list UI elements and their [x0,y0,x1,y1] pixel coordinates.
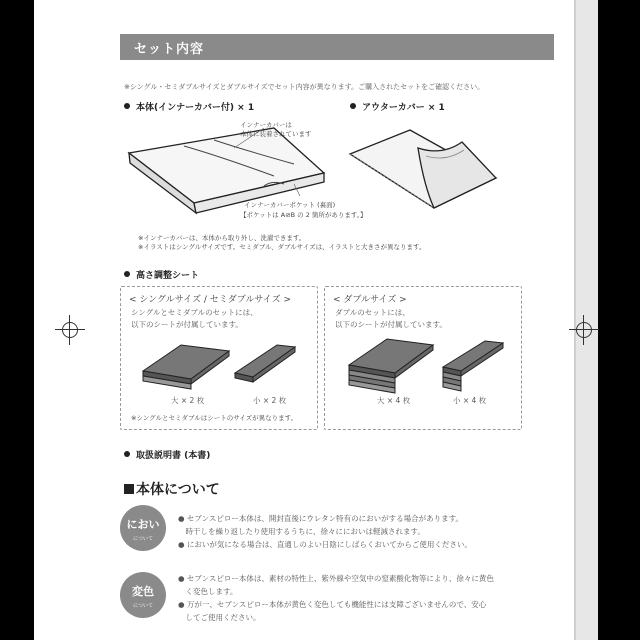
double-box-line2: 以下のシートが付属しています。 [335,320,447,329]
item-manual-label: 取扱説明書 (本書) [136,451,211,461]
double-box-title: < ダブルサイズ > [333,295,407,305]
double-box-line1: ダブルのセットには、 [335,308,410,317]
body-note-2: ※イラストはシングルサイズです。セミダブル、ダブルサイズは、イラストと大きさが異なります。 [138,243,426,251]
callout-pocket-2: 【ポケットは A⊘B の 2 箇所があります。】 [240,211,367,219]
body-note-1: ※インナーカバーは、本体から取り外し、洗濯できます。 [138,234,306,242]
discolor-line: く変色します。 [178,587,238,596]
page-edge-rail [574,0,598,640]
bullet-icon [124,103,130,109]
page-edge-line [574,0,576,640]
single-box-footnote: ※シングルとセミダブルはシートのサイズが異なります。 [131,414,298,422]
odor-badge-sub: について [133,536,153,542]
about-heading [124,479,220,499]
odor-badge [120,505,166,551]
single-large-label: 大 × 2 枚 [171,396,205,405]
odor-text [178,512,472,551]
discolor-line: してご使用ください。 [178,613,261,622]
discolor-line: ● セブンスピロー本体は、素材の特性上、紫外線や空気中の窒素酸化物等により、徐々に黄色 [178,574,494,583]
crop-mark-right-icon [576,322,592,338]
item-main-body [124,100,254,113]
double-size-box [324,286,522,430]
odor-badge-label: におい [126,518,160,531]
double-small-label: 小 × 4 枚 [453,396,487,405]
single-large-sheets [141,341,231,391]
discolor-badge-sub: について [133,603,153,609]
item-main-body-label: 本体(インナーカバー付) × 1 [136,103,255,113]
set-contents-note: ※シングル・セミダブルサイズとダブルサイズでセット内容が異なります。ご購入されたセットをご確認ください。 [124,83,485,91]
discolor-text [178,572,494,624]
outer-cover-illustration [346,126,506,218]
single-box-title: < シングルサイズ / セミダブルサイズ > [129,295,292,305]
odor-line: ● においが気になる場合は、直通しのよい日陰にしばらくおいてからご使用ください。 [178,540,472,549]
odor-line: ● セブンスピロー本体は、開封直後にウレタン特有のにおいがする場合があります。 [178,514,464,523]
item-height-sheet [124,268,199,281]
double-large-sheets [347,335,437,395]
discolor-line: ● 万が一、セブンスピロー本体が黄色く変色しても機能性には支障ございませんので、安心 [178,600,487,609]
bullet-icon [124,271,130,277]
callout-inner-cover-1: インナーカバーは [240,121,292,129]
crop-mark-left-icon [62,322,78,338]
callout-inner-cover-2: 本体に装着されています [240,130,312,138]
bullet-icon [350,103,356,109]
item-outer-cover-label: アウターカバー × 1 [362,103,445,113]
section-title: セット内容 [134,42,205,57]
single-small-sheets [231,341,301,391]
discolor-badge [120,572,166,618]
callout-pocket-1: インナーカバーポケット (裏面) [244,201,336,209]
square-marker-icon [124,484,134,494]
item-height-sheet-label: 高さ調整シート [136,271,200,281]
item-outer-cover [350,100,445,113]
discolor-badge-label: 変色 [132,585,154,598]
section-title-bar [120,34,554,60]
single-box-line2: 以下のシートが付属しています。 [131,320,243,329]
single-small-label: 小 × 2 枚 [253,396,287,405]
odor-line: 時干しを繰り返したり使用するうちに、徐々ににおいは軽減されます。 [178,527,425,536]
single-box-line1: シングルとセミダブルのセットには、 [131,308,258,317]
item-manual [124,448,210,461]
bullet-icon [124,451,130,457]
double-large-label: 大 × 4 枚 [377,396,411,405]
about-heading-text: 本体について [136,482,220,498]
double-small-sheets [439,337,509,395]
single-size-box [120,286,318,430]
